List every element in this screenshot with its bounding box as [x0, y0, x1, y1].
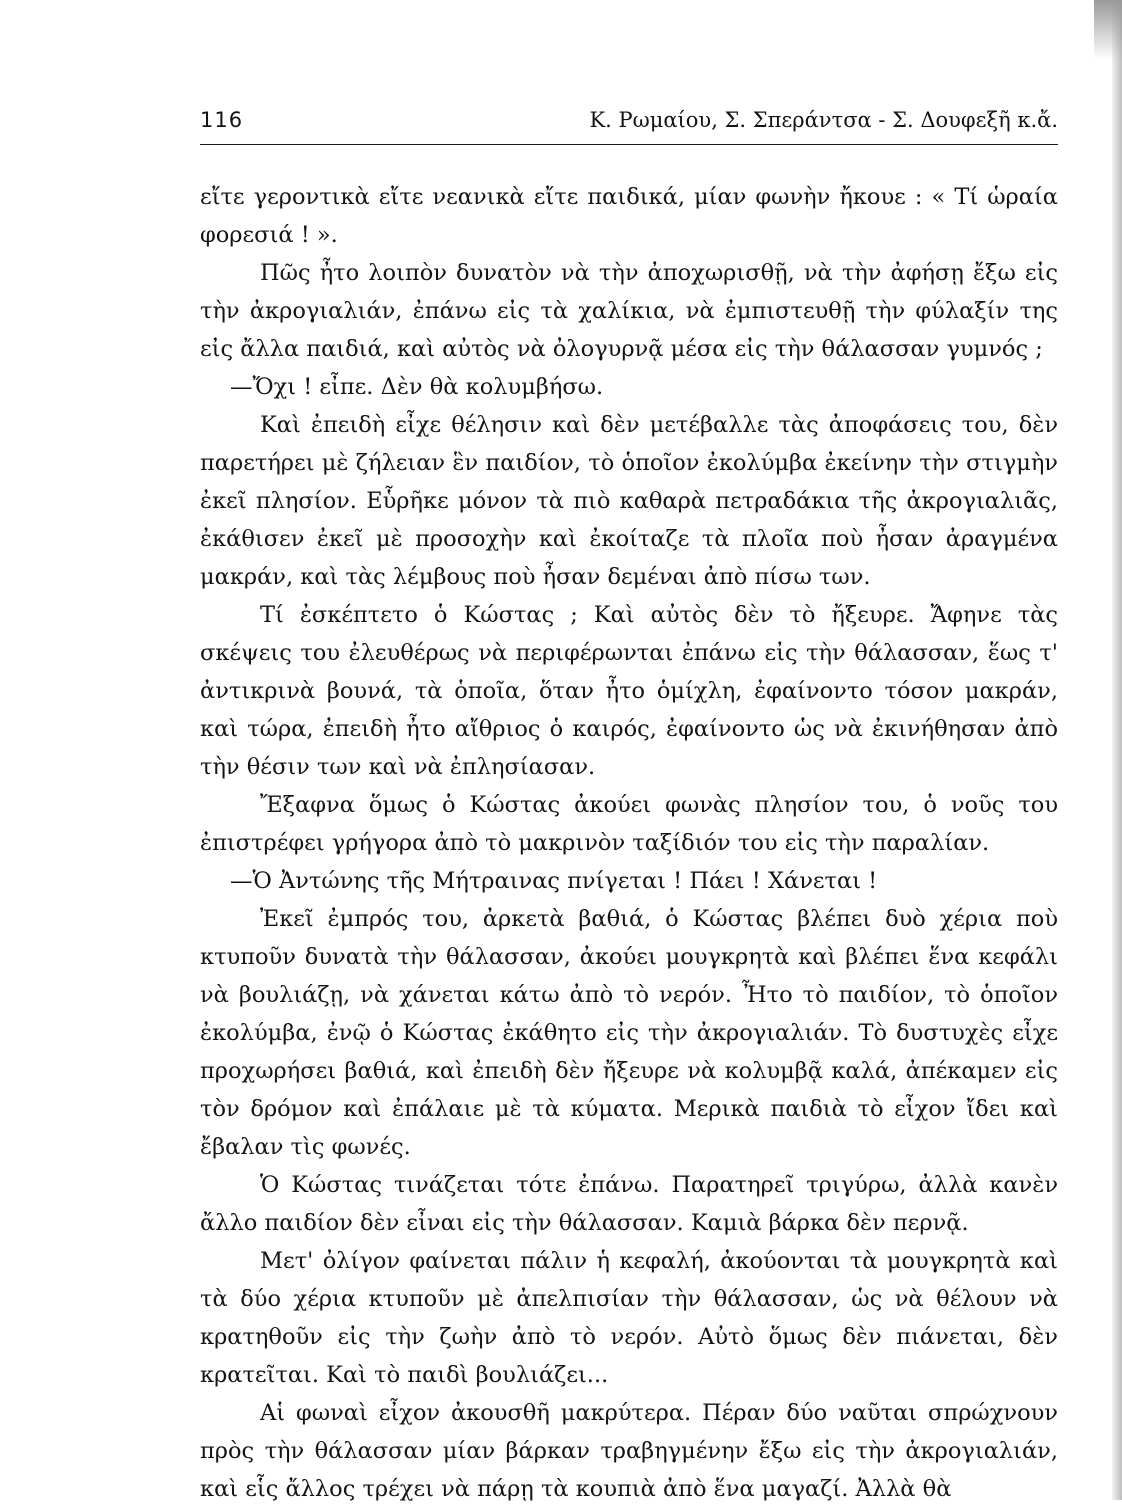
page-number: 116 [200, 108, 244, 132]
paragraph: Πῶς ἦτο λοιπὸν δυνατὸν νὰ τὴν ἀποχωρισθῇ, νὰ τὴν ἀφήσῃ ἔξω εἰς τὴν ἀκρογιαλιάν, ἐπάνω εἰς τὰ χαλίκια, νὰ ἐμπιστευθῇ τὴν φύλαξίν της εἰς ἄλλα παιδιά, καὶ αὐτὸς νὰ ὀλογυρνᾷ μέσα εἰς τὴν θάλασσαν γυμνός ; [200, 260, 1058, 362]
paragraph: Ἐκεῖ ἐμπρός του, ἀρκετὰ βαθιά, ὁ Κώστας βλέπει δυὸ χέρια ποὺ κτυποῦν δυνατὰ τὴν θάλασσαν, ἀκούει μουγκρητὰ καὶ βλέπει ἕνα κεφάλι νὰ βουλιάζῃ, νὰ χάνεται κάτω ἀπὸ τὸ νερόν. Ἦτο τὸ παιδίον, τὸ ὁποῖον ἐκολύμβα, ἐνῷ ὁ Κώστας ἐκάθητο εἰς τὴν ἀκρογιαλιάν. Τὸ δυστυχὲς εἶχε προχωρήσει βαθιά, καὶ ἐπειδὴ δὲν ἤξευρε νὰ κολυμβᾷ καλά, ἀπέκαμεν εἰς τὸν δρόμον καὶ ἐπάλαιε μὲ τὰ κύματα. Μερικὰ παιδιὰ τὸ εἶχον ἴδει καὶ ἔβαλαν τὶς φωνές. [200, 906, 1058, 1160]
paragraph: Αἱ φωναὶ εἶχον ἀκουσθῆ μακρύτερα. Πέραν δύο ναῦται σπρώχνουν πρὸς τὴν θάλασσαν μίαν βάρκαν τραβηγμένην ἔξω εἰς τὴν ἀκρογιαλιάν, καὶ εἷς ἄλλος τρέχει νὰ πάρῃ τὰ κουπιὰ ἀπὸ ἕνα μαγαζί. Ἀλλὰ θὰ [200, 1400, 1058, 1502]
paragraph: Ὁ Κώστας τινάζεται τότε ἐπάνω. Παρατηρεῖ τριγύρω, ἀλλὰ κανὲν ἄλλο παιδίον δὲν εἶναι εἰς τὴν θάλασσαν. Καμιὰ βάρκα δὲν περνᾷ. [200, 1172, 1058, 1236]
running-head [200, 108, 1058, 142]
paragraph: Μετ' ὀλίγον φαίνεται πάλιν ἡ κεφαλή, ἀκούονται τὰ μουγκρητὰ καὶ τὰ δύο χέρια κτυποῦν μὲ ἀπελπισίαν τὴν θάλασσαν, ὡς νὰ θέλουν νὰ κρατηθοῦν εἰς τὴν ζωὴν ἀπὸ τὸ νερόν. Αὐτὸ ὅμως δὲν πιάνεται, δὲν κρατεῖται. Καὶ τὸ παιδὶ βουλιάζει... [200, 1248, 1058, 1388]
dialogue-line: —Ὄχι ! εἶπε. Δὲν θὰ κολυμβήσω. [230, 374, 604, 400]
page-corner-shadow [1094, 0, 1122, 60]
running-head-authors: Κ. Ρωμαίου, Σ. Σπεράντσα - Σ. Δουφεξῆ κ.ἄ. [589, 108, 1058, 132]
paragraph-continuation: εἴτε γεροντικὰ εἴτε νεανικὰ εἴτε παιδικά, μίαν φωνὴν ἤκουε : « Τί ὡραία φορεσιά ! ». [200, 184, 1058, 248]
page-edge-shadow [1112, 0, 1122, 1500]
paragraph: Τί ἐσκέπτετο ὁ Κώστας ; Καὶ αὐτὸς δὲν τὸ ἤξευρε. Ἄφηνε τὰς σκέψεις του ἐλευθέρως νὰ περιφέρωνται ἐπάνω εἰς τὴν θάλασσαν, ἕως τ' ἀντικρινὰ βουνά, τὰ ὁποῖα, ὅταν ἦτο ὁμίχλη, ἐφαίνοντο τόσον μακράν, καὶ τώρα, ἐπειδὴ ἦτο αἴθριος ὁ καιρός, ἐφαίνοντο ὡς νὰ ἐκινήθησαν ἀπὸ τὴν θέσιν των καὶ νὰ ἐπλησίασαν. [200, 602, 1058, 780]
header-rule [200, 144, 1058, 145]
dialogue-line: —Ὁ Ἀντώνης τῆς Μήτραινας πνίγεται ! Πάει ! Χάνεται ! [230, 868, 878, 894]
body-text [200, 178, 1058, 1508]
paragraph: Καὶ ἐπειδὴ εἶχε θέλησιν καὶ δὲν μετέβαλλε τὰς ἀποφάσεις του, δὲν παρετήρει μὲ ζήλειαν ἓν παιδίον, τὸ ὁποῖον ἐκολύμβα ἐκείνην τὴν στιγμὴν ἐκεῖ πλησίον. Εὗρῆκε μόνον τὰ πιὸ καθαρὰ πετραδάκια τῆς ἀκρογιαλιᾶς, ἐκάθισεν ἐκεῖ μὲ προσοχὴν καὶ ἐκοίταζε τὰ πλοῖα ποὺ ἦσαν ἀραγμένα μακράν, καὶ τὰς λέμβους ποὺ ἦσαν δεμέναι ἀπὸ πίσω των. [200, 412, 1058, 590]
paragraph: Ἔξαφνα ὅμως ὁ Κώστας ἀκούει φωνὰς πλησίον του, ὁ νοῦς του ἐπιστρέφει γρήγορα ἀπὸ τὸ μακρινὸν ταξίδιόν του εἰς τὴν παραλίαν. [200, 792, 1058, 856]
